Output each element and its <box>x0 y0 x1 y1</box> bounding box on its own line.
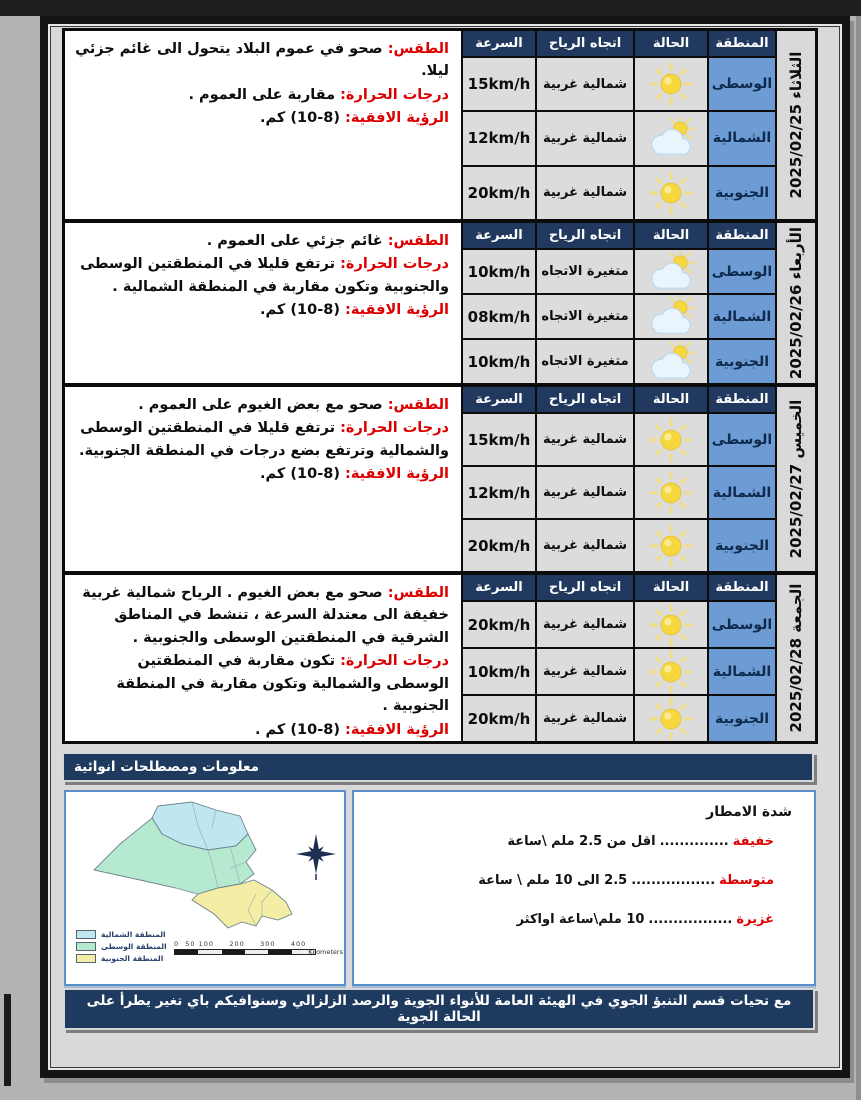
column-header-region: المنطقة <box>708 386 776 413</box>
footer-text: مع تحيات قسم التنبؤ الجوي في الهيئة العامة للأنواء الجوية والرصد الزلزالي وسنوافيكم باي تغير يطرأ على الحالة الجوية <box>86 993 792 1025</box>
day-forecast-block <box>64 30 816 222</box>
column-header-speed: السرعة <box>462 222 536 249</box>
wind-direction-value: متغيرة الاتجاه <box>536 294 634 339</box>
column-header-wind: اتجاه الرياح <box>536 574 634 601</box>
forecast-line: الرؤية الافقية: (8-10) كم. <box>260 302 449 319</box>
map-legend <box>76 930 167 966</box>
weather-condition-cell <box>634 111 708 165</box>
forecast-line: درجات الحرارة: مقاربة على العموم . <box>188 86 449 103</box>
region-name: الوسطى <box>708 601 776 648</box>
date-label: الخميس 2025/02/27 <box>776 386 816 572</box>
info-bar-title: معلومات ومصطلحات انوائية <box>74 759 259 775</box>
sunny-icon <box>648 602 694 648</box>
map-scale-bar: 0 50 100 200 300 400 Kilometers <box>174 940 343 956</box>
legend-item: المنطقة الشمالية <box>76 930 167 939</box>
photo-right-edge <box>856 16 861 1100</box>
region-name: الجنوبية <box>708 166 776 220</box>
wind-direction-value: شمالية غربية <box>536 648 634 695</box>
wind-direction-value: شمالية غربية <box>536 466 634 519</box>
day-forecast-block <box>64 386 816 574</box>
wind-direction-value: متغيرة الاتجاه <box>536 249 634 294</box>
sunny-icon <box>648 523 694 569</box>
forecast-line: درجات الحرارة: ترتفع قليلا في المنطقتين الوسطى والجنوبية وتكون مقاربة في المنطقة الشمالية . <box>80 256 449 295</box>
wind-direction-value: شمالية غربية <box>536 57 634 111</box>
wind-direction-value: شمالية غربية <box>536 601 634 648</box>
column-header-wind: اتجاه الرياح <box>536 30 634 57</box>
region-name: الجنوبية <box>708 339 776 384</box>
forecast-line: الطقس: غائم جزئي على العموم . <box>206 233 449 249</box>
rain-intensity-light: خفيفة..............اقل من 2.5 ملم \ساعة <box>507 834 774 849</box>
weather-condition-cell <box>634 249 708 294</box>
photo-top-edge <box>0 0 861 16</box>
date-label: الثلاثاء 2025/02/25 <box>776 30 816 220</box>
region-name: الشمالية <box>708 111 776 165</box>
partly-cloudy-icon <box>645 296 697 338</box>
rain-intensity-title: شدة الامطار <box>706 804 792 820</box>
wind-direction-value: شمالية غربية <box>536 519 634 572</box>
forecast-table <box>62 28 818 744</box>
forecast-description <box>64 574 462 742</box>
legend-swatch-central <box>76 942 96 951</box>
weather-condition-cell <box>634 466 708 519</box>
wind-direction-value: شمالية غربية <box>536 166 634 220</box>
region-name: الشمالية <box>708 466 776 519</box>
column-header-condition: الحالة <box>634 574 708 601</box>
map-box <box>64 790 346 986</box>
wind-speed-value: 10km/h <box>462 339 536 384</box>
forecast-line: الطقس: صحو في عموم البلاد يتحول الى غائم جزئي ليلا. <box>75 41 449 80</box>
weather-condition-cell <box>634 166 708 220</box>
day-forecast-block <box>64 222 816 386</box>
region-name: الشمالية <box>708 648 776 695</box>
region-name: الوسطى <box>708 249 776 294</box>
partly-cloudy-icon <box>645 117 697 159</box>
rain-intensity-heavy: غزيرة.................10 ملم\ساعة اواكثر <box>516 912 774 927</box>
column-header-wind: اتجاه الرياح <box>536 222 634 249</box>
column-header-region: المنطقة <box>708 30 776 57</box>
sunny-icon <box>648 417 694 463</box>
column-header-speed: السرعة <box>462 574 536 601</box>
region-name: الجنوبية <box>708 695 776 742</box>
sunny-icon <box>648 170 694 216</box>
column-header-wind: اتجاه الرياح <box>536 386 634 413</box>
wind-speed-value: 10km/h <box>462 648 536 695</box>
region-name: الوسطى <box>708 413 776 466</box>
wind-speed-value: 15km/h <box>462 57 536 111</box>
column-header-condition: الحالة <box>634 222 708 249</box>
sunny-icon <box>648 649 694 695</box>
weather-condition-cell <box>634 339 708 384</box>
region-name: الجنوبية <box>708 519 776 572</box>
date-label: الجمعة 2025/02/28 <box>776 574 816 742</box>
wind-speed-value: 20km/h <box>462 695 536 742</box>
weather-condition-cell <box>634 695 708 742</box>
forecast-line: درجات الحرارة: تكون مقاربة في المنطقتين الوسطى والشمالية وتكون مقاربة في المنطقة الجنوبية . <box>116 653 449 715</box>
partly-cloudy-icon <box>645 341 697 383</box>
forecast-line: الرؤية الافقية: (8-10) كم. <box>260 466 449 483</box>
wind-speed-value: 10km/h <box>462 249 536 294</box>
legend-item: المنطقة الجنوبية <box>76 954 167 963</box>
sunny-icon <box>648 61 694 107</box>
forecast-description <box>64 222 462 384</box>
wind-direction-value: شمالية غربية <box>536 111 634 165</box>
forecast-line: درجات الحرارة: ترتفع قليلا في المنطقتين الوسطى والشمالية وترتفع بضع درجات في المنطقة الجنوبية. <box>78 420 449 459</box>
column-header-speed: السرعة <box>462 30 536 57</box>
wind-speed-value: 12km/h <box>462 111 536 165</box>
legend-item: المنطقة الوسطى <box>76 942 167 951</box>
legend-swatch-north <box>76 930 96 939</box>
wind-speed-value: 15km/h <box>462 413 536 466</box>
wind-speed-value: 08km/h <box>462 294 536 339</box>
weather-bulletin-document <box>40 16 850 1078</box>
info-bar <box>62 752 814 782</box>
wind-speed-value: 20km/h <box>462 166 536 220</box>
wind-direction-value: شمالية غربية <box>536 413 634 466</box>
forecast-line: الرؤية الافقية: (8-10) كم . <box>255 721 449 738</box>
forecast-line: الطقس: صحو مع بعض الغيوم . الرياح شمالية غربية خفيفة الى معتدلة السرعة ، تنشط في المناطق الشرقية في المنطقتين الوسطى والجنوبية . <box>82 585 449 646</box>
weather-condition-cell <box>634 294 708 339</box>
day-forecast-block <box>64 574 816 742</box>
iraq-regions-map <box>80 798 310 930</box>
column-header-condition: الحالة <box>634 30 708 57</box>
weather-condition-cell <box>634 57 708 111</box>
sunny-icon <box>648 470 694 516</box>
wind-speed-value: 12km/h <box>462 466 536 519</box>
forecast-description <box>64 386 462 572</box>
partly-cloudy-icon <box>645 251 697 293</box>
wind-speed-value: 20km/h <box>462 519 536 572</box>
weather-condition-cell <box>634 648 708 695</box>
wind-direction-value: شمالية غربية <box>536 695 634 742</box>
wind-speed-value: 20km/h <box>462 601 536 648</box>
forecast-line: الطقس: صحو مع بعض الغيوم على العموم . <box>138 397 449 413</box>
legend-swatch-south <box>76 954 96 963</box>
photo-left-edge <box>4 994 11 1086</box>
footer-bar <box>63 988 815 1030</box>
rain-intensity-moderate: متوسطة.................2.5 الى 10 ملم \ ساعة <box>478 873 774 888</box>
compass-icon <box>294 830 338 882</box>
column-header-speed: السرعة <box>462 386 536 413</box>
region-name: الوسطى <box>708 57 776 111</box>
column-header-condition: الحالة <box>634 386 708 413</box>
forecast-description <box>64 30 462 220</box>
forecast-line: الرؤية الافقية: (8-10) كم. <box>260 110 449 127</box>
column-header-region: المنطقة <box>708 574 776 601</box>
date-label: الأربعاء 2025/02/26 <box>776 222 816 384</box>
rain-intensity-box <box>352 790 816 986</box>
wind-direction-value: متغيرة الاتجاه <box>536 339 634 384</box>
region-name: الشمالية <box>708 294 776 339</box>
column-header-region: المنطقة <box>708 222 776 249</box>
weather-condition-cell <box>634 601 708 648</box>
sunny-icon <box>648 696 694 742</box>
weather-condition-cell <box>634 519 708 572</box>
weather-condition-cell <box>634 413 708 466</box>
